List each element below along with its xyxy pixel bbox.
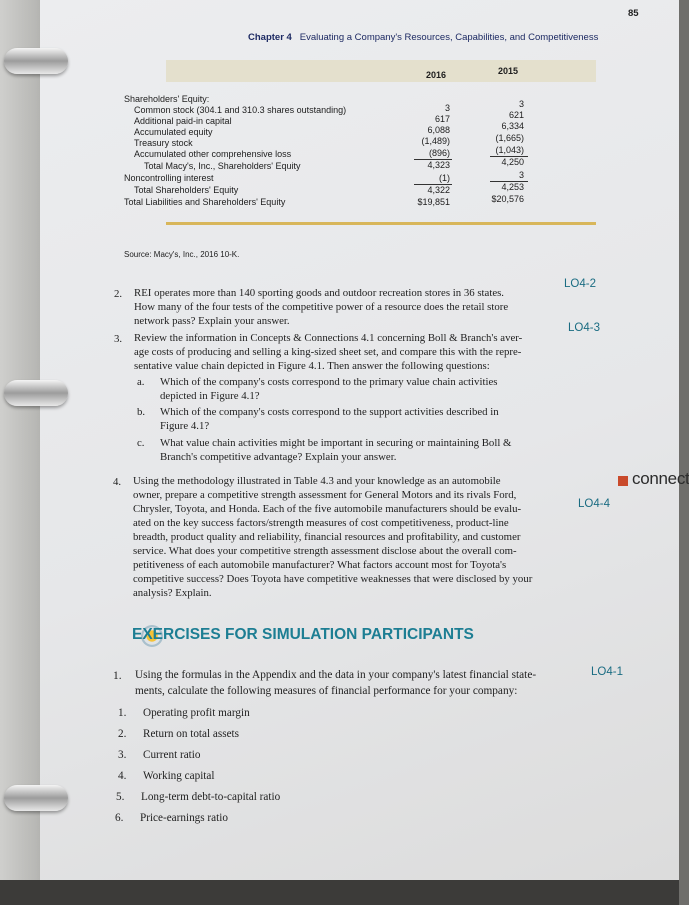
learning-objective-badge: LO4-2 [564,278,596,290]
table-cell-2015: (1,043) [495,145,524,155]
table-bottom-border [166,222,596,225]
textbook-page [40,0,689,880]
table-row-label: Noncontrolling interest [124,173,214,183]
question-3-line: Review the information in Concepts & Connections 4.1 concerning Boll & Branch's aver- [134,332,523,344]
question-4-line: analysis? Explain. [133,587,212,599]
table-cell-2016: $19,851 [417,197,450,207]
table-cell-2016: 6,088 [427,125,450,135]
table-cell-2016: 617 [434,114,450,124]
question-4-line: petitiveness of each automobile manufacturer? What factors account most for Toyota's [133,559,507,571]
exercise-1-line: Using the formulas in the Appendix and the data in your company's latest financial state- [135,669,537,681]
question-2-line: REI operates more than 140 sporting goods and outdoor recreation stores in 36 states. [134,287,505,299]
table-row-label: Total Macy's, Inc., Shareholders' Equity [144,161,301,171]
question-4-line: service. What does your competitive strength assessment disclose about the overall com- [133,545,517,557]
table-cell-2016: 3 [444,103,450,113]
question-4-line: Chrysler, Toyota, and Honda. Each of the five automobile manufacturers should be evalu- [133,503,522,515]
list-item-number: 6. [115,812,124,824]
table-cell-2015: (1,665) [495,133,524,143]
list-item-number: 2. [118,728,127,740]
table-row-label: Treasury stock [134,138,193,148]
question-number: 3. [114,333,123,345]
table-cell-2015: 3 [518,99,524,109]
subquestion-line: What value chain activities might be important in securing or maintaining Boll & [160,437,512,449]
table-cell-2016: 4,323 [427,160,450,170]
question-4-line: competitive success? Does Toyota have competitive weaknesses that were disclosed by your [133,573,533,585]
table-row-label: Common stock (304.1 and 310.3 shares outstanding) [134,105,347,115]
background-surface [0,880,679,905]
question-4-line: Using the methodology illustrated in Table 4.3 and your knowledge as an automobile [133,475,501,487]
learning-objective-badge: LO4-4 [578,498,610,510]
table-cell-2016: (896) [428,148,450,158]
table-cell-2015: 621 [508,110,524,120]
subquestion-letter: c. [137,437,145,449]
table-row-label: Accumulated equity [134,127,213,137]
question-2-line: network pass? Explain your answer. [134,315,290,327]
list-item: Operating profit margin [143,707,250,719]
question-number: 2. [114,288,123,300]
exercise-1-line: ments, calculate the following measures of financial performance for your company: [135,685,518,697]
connect-logo-icon [618,476,628,486]
table-row-label: Shareholders' Equity: [124,94,210,104]
question-3-line: age costs of producing and selling a king-sized sheet set, and compare this with the repre- [134,346,522,358]
question-number: 1. [113,670,122,682]
table-cell-2015: 4,250 [501,157,524,167]
column-header-2016: 2016 [426,70,447,80]
connect-logo-text: connect [632,469,689,488]
chapter-header: Chapter 4 Evaluating a Company's Resources, Capabilities, and Competitiveness [248,32,599,43]
table-cell-2015: 6,334 [501,121,524,131]
table-cell-2016: 4,322 [427,185,450,195]
subquestion-letter: b. [137,406,146,418]
table-row-label: Total Shareholders' Equity [134,185,239,195]
table-cell-2016: (1,489) [421,136,450,146]
question-4-line: owner, prepare a competitive strength assessment for General Motors and its rivals Ford, [133,489,517,501]
binder-ring-icon [4,48,68,74]
question-4-line: breadth, product quality and reliability, financial resources and profitability, and customer [133,531,521,543]
exercises-heading: EXERCISES FOR SIMULATION PARTICIPANTS [132,626,474,643]
subquestion-line: Which of the company's costs correspond to the support activities described in [160,406,499,418]
page-number: 85 [628,8,639,19]
question-3-line: sentative value chain depicted in Figure 4.1. Then answer the following questions: [134,360,490,372]
subquestion-line: Figure 4.1? [160,420,210,432]
question-number: 4. [113,476,122,488]
table-cell-2015: 3 [518,170,524,180]
table-row-label: Additional paid-in capital [134,116,232,126]
list-item: Return on total assets [143,728,240,740]
table-header-band [166,60,596,82]
binder-ring-icon [4,785,68,811]
list-item: Long-term debt-to-capital ratio [141,791,281,803]
subquestion-line: Branch's competitive advantage? Explain your answer. [160,451,397,463]
learning-objective-badge: LO4-3 [568,322,600,334]
binder-ring-icon [4,380,68,406]
table-cell-2015: $20,576 [491,194,524,204]
list-item-number: 1. [118,707,127,719]
list-item: Working capital [143,770,215,782]
list-item-number: 4. [118,770,127,782]
subquestion-line: depicted in Figure 4.1? [160,390,260,402]
table-cell-2016: (1) [439,173,450,183]
question-2-line: How many of the four tests of the competitive power of a resource does the retail store [134,301,509,313]
list-item-number: 5. [116,791,125,803]
table-row-label: Accumulated other comprehensive loss [134,149,292,159]
question-4-line: ated on the key success factors/strength measures of cost competitiveness, product-line [133,517,509,529]
list-item: Current ratio [143,749,201,761]
table-source: Source: Macy's, Inc., 2016 10-K. [124,250,240,259]
table-cell-2015: 4,253 [501,182,524,192]
learning-objective-badge: LO4-1 [591,666,623,678]
column-header-2015: 2015 [498,66,519,76]
subquestion-letter: a. [137,376,145,388]
table-row-label: Total Liabilities and Shareholders' Equity [124,197,286,207]
subquestion-line: Which of the company's costs correspond to the primary value chain activities [160,376,498,388]
list-item: Price-earnings ratio [140,812,228,824]
list-item-number: 3. [118,749,127,761]
